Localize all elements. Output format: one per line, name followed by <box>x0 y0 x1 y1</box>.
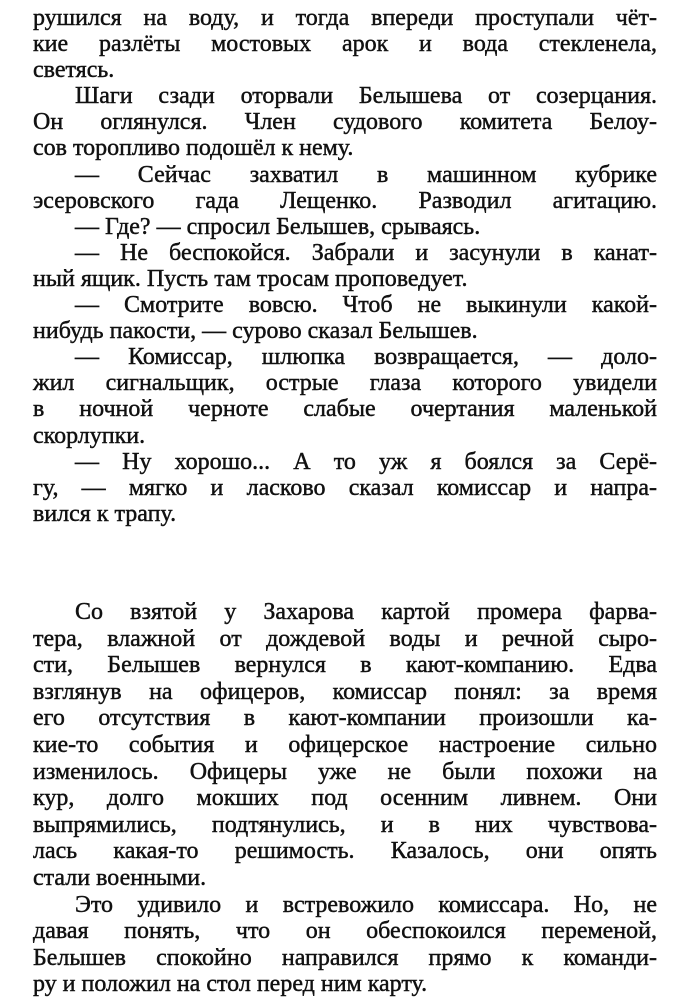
text-line: — Не беспокойся. Забрали и засунули в канат- <box>75 239 657 266</box>
text-line: гу, — мягко и ласково сказал комиссар и напра- <box>33 474 657 501</box>
text-line: его отсутствия в кают-компании произошли ка- <box>33 705 657 732</box>
text-line: светясь. <box>33 57 115 84</box>
text-line: стали военными. <box>33 864 207 891</box>
text-line: ный ящик. Пусть там тросам проповедует. <box>33 265 468 292</box>
paragraph <box>33 240 657 292</box>
text-block-bottom <box>33 599 657 998</box>
paragraph <box>33 162 657 214</box>
text-line: вился к трапу. <box>33 500 177 527</box>
text-line: выпрямились, подтянулись, и в них чувствова- <box>33 811 657 838</box>
text-line: скорлупки. <box>33 422 146 449</box>
paragraph <box>33 449 657 527</box>
text-line: кие-то события и офицерское настроение сильно <box>33 731 657 758</box>
paragraph <box>33 292 657 344</box>
text-line: кие разлёты мостовых арок и вода стекленела, <box>33 31 657 58</box>
text-line: Он оглянулся. Член судового комитета Белоу- <box>33 109 657 136</box>
text-line: сти, Белышев вернулся в кают-компанию. Едва <box>33 652 657 679</box>
text-line: сов торопливо подошёл к нему. <box>33 135 354 162</box>
paragraph <box>33 599 657 892</box>
text-line: — Ну хорошо... А то уж я боялся за Серё- <box>75 448 657 475</box>
text-line: — Комиссар, шлюпка возвращается, — доло- <box>75 344 657 371</box>
paragraph <box>33 892 657 998</box>
text-line: тера, влажной от дождевой воды и речной сыро- <box>33 625 657 652</box>
text-line: Белышев спокойно направился прямо к команди- <box>33 944 657 971</box>
paragraph <box>33 83 657 161</box>
text-line: — Смотрите вовсю. Чтоб не выкинули какой- <box>75 292 657 319</box>
text-line: в ночной черноте слабые очертания маленькой <box>33 396 657 423</box>
text-line: эсеровского гада Лещенко. Разводил агитацию. <box>33 187 657 214</box>
paragraph <box>33 214 657 240</box>
text-block-top <box>33 5 657 527</box>
text-line: лась какая-то решимость. Казалось, они опять <box>33 838 657 865</box>
text-line: давая понять, что он обеспокоился переменой, <box>33 918 657 945</box>
text-line: — Сейчас захватил в машинном кубрике <box>75 161 657 188</box>
text-line: взглянув на офицеров, комиссар понял: за время <box>33 678 657 705</box>
paragraph <box>33 344 657 448</box>
text-line: ру и положил на стол перед ним карту. <box>33 971 428 998</box>
text-line: изменилось. Офицеры уже не были похожи на <box>33 758 657 785</box>
text-line: Со взятой у Захарова картой промера фарва- <box>75 599 657 625</box>
paragraph <box>33 5 657 83</box>
text-line: Это удивило и встревожило комиссара. Но, не <box>75 891 657 918</box>
text-line: кур, долго мокших под осенним ливнем. Они <box>33 785 657 812</box>
text-line: жил сигнальщик, острые глаза которого увидели <box>33 370 657 397</box>
text-line: рушился на воду, и тогда впереди проступали чёт- <box>33 5 657 31</box>
text-line: нибудь пакости, — сурово сказал Белышев. <box>33 318 478 345</box>
text-line: — Где? — спросил Белышев, срываясь. <box>75 213 481 240</box>
text-line: Шаги сзади оторвали Белышева от созерцания. <box>75 83 657 110</box>
